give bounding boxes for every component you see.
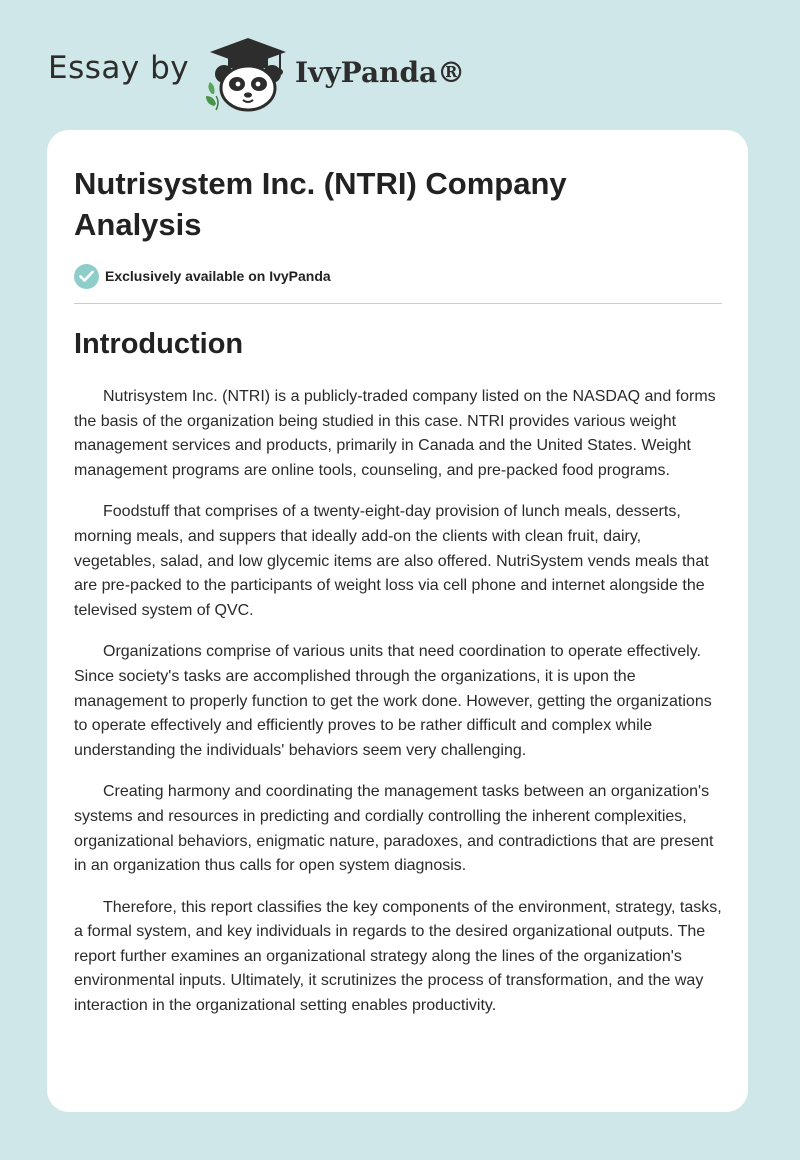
exclusive-badge <box>74 263 331 289</box>
paragraph: Nutrisystem Inc. (NTRI) is a publicly-traded company listed on the NASDAQ and forms the basis of the organization being studied in this case. NTRI provides various weight management services and products, primarily in Canada and the United States. Weight management programs are online tools, counseling, and pre-packed food programs. <box>74 388 716 479</box>
panda-graduation-cap-icon[interactable] <box>202 36 294 112</box>
paragraph: Organizations comprise of various units that need coordination to operate effectively. Since society's tasks are accomplished through the organizations, it is upon the management to properly function to get the work done. However, getting the organizations to operate effectively and efficiently proves to be rather difficult and complex while understanding the individuals' behaviors seem very challenging. <box>74 643 712 759</box>
section-heading: Introduction <box>74 328 244 360</box>
paragraph: Foodstuff that comprises of a twenty-eight-day provision of lunch meals, desserts, morning meals, and suppers that ideally add-on the clients with clean fruit, dairy, vegetables, salad, and low glycemic items are also offered. NutriSystem vends meals that are pre-packed to the participants of weight loss via cell phone and internet alongside the televised system of QVC. <box>74 503 709 619</box>
brand-name[interactable]: IvyPanda® <box>295 56 466 89</box>
site-header <box>48 36 748 112</box>
divider <box>74 303 722 304</box>
exclusive-badge-text: Exclusively available on IvyPanda <box>105 268 331 284</box>
check-circle-icon <box>74 264 99 289</box>
article-card <box>47 130 748 1112</box>
paragraph: Therefore, this report classifies the key components of the environment, strategy, tasks, a formal system, and key individuals in regards to the desired organizational outputs. The report further examines an organizational strategy along the lines of the organization's environmental inputs. Ultimately, it scrutinizes the process of transformation, and the way interaction in the organizational setting enables productivity. <box>74 898 722 1015</box>
article-body <box>74 385 724 1036</box>
paragraph: Creating harmony and coordinating the management tasks between an organization's systems and resources in predicting and cordially controlling the inherent complexities, organizational behaviors, enigmatic nature, paradoxes, and contradictions that are present in an organization thus calls for open system diagnosis. <box>74 783 714 875</box>
essay-by-label: Essay by <box>48 50 190 86</box>
page-title: Nutrisystem Inc. (NTRI) Company Analysis <box>74 166 567 242</box>
